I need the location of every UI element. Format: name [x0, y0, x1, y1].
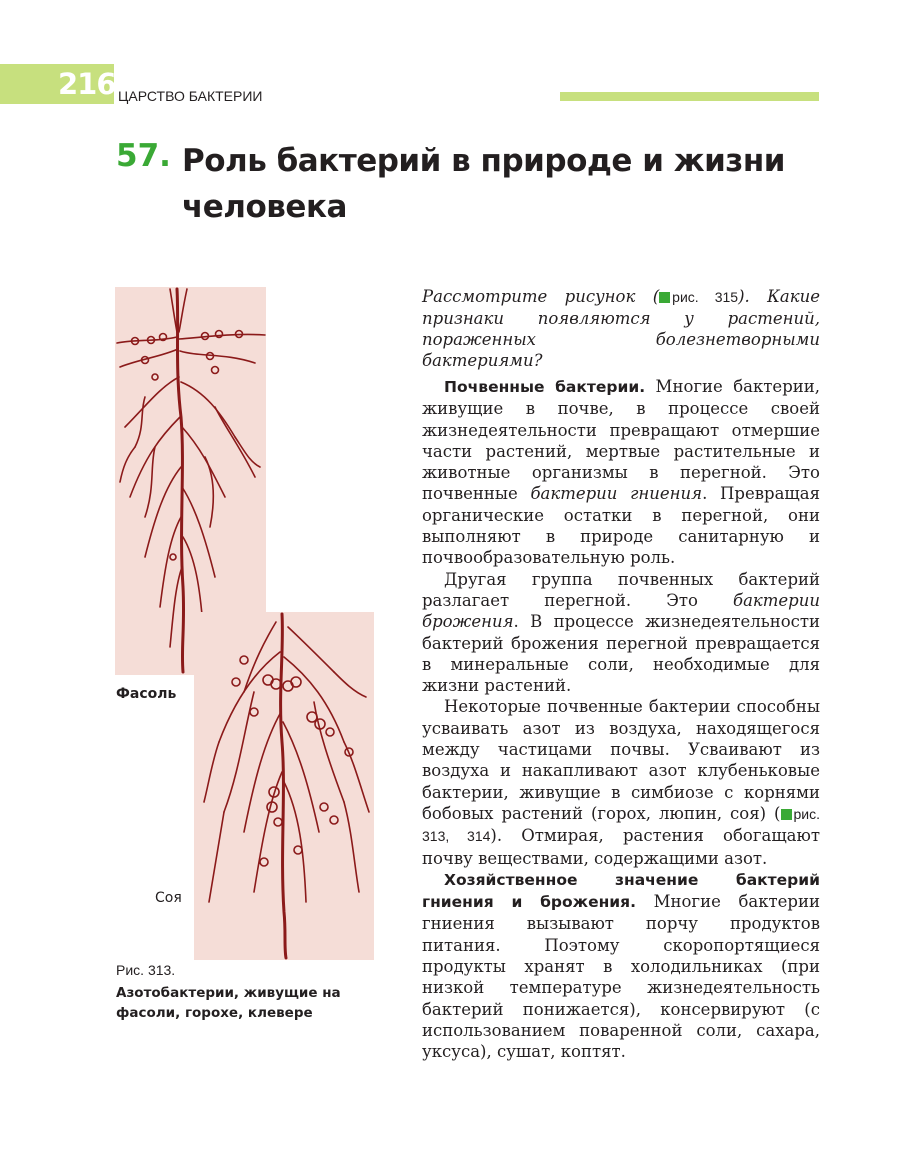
page-number: 216	[58, 67, 116, 101]
body-text	[422, 376, 820, 1063]
paragraph-text: Другая группа почвенных бактерий разлагает перегной. Это	[422, 569, 820, 610]
task-prompt	[422, 286, 820, 371]
figure-reference-text: рис. 313, 314	[422, 805, 820, 845]
task-text-2: ). Какие признаки появляются у растений, пораженных болезнетворными бактериями?	[422, 287, 821, 370]
chapter-title: Роль бактерий в природе и жизни человека	[182, 143, 785, 225]
figure-caption-title: Азотобактерии, живущие на фасоли, горохе, клевере	[116, 985, 341, 1021]
label-bean: Фасоль	[116, 686, 177, 702]
term-italic: бактерии брожения	[422, 590, 820, 632]
paragraph-heading: Почвенные бактерии.	[444, 378, 646, 396]
label-soy: Соя	[155, 890, 182, 906]
square-icon	[659, 292, 670, 303]
paragraph-fermentation	[422, 569, 820, 697]
figure-caption-number: Рис. 313.	[116, 962, 176, 978]
task-text-1: Рассмотрите рисунок (	[422, 287, 660, 306]
figure-reference	[659, 289, 738, 305]
chapter-number: 57.	[116, 138, 171, 174]
paragraph-text: . Превращая органические остатки в перегной, они выполняют в природе санитарную и почвообразовательную роль.	[422, 484, 820, 568]
paragraph-text: Многие бактерии, живущие в почве, в процессе своей жизнедеятельности превращают отмершие части растений, мертвые растительные и животные организмы в перегной. Это почвенные	[422, 377, 820, 504]
term-italic: бактерии гниения	[530, 484, 703, 504]
section-name: ЦАРСТВО БАКТЕРИИ	[118, 88, 263, 104]
figure-soy-roots	[194, 612, 374, 960]
paragraph-text: . В процессе жизнедеятельности бактерий брожения перегной превращается в минеральные соли, необходимые для жизни растений.	[422, 612, 820, 696]
paragraph-text: ). Отмирая, растения обогащают почву веществами, содержащими азот.	[422, 826, 820, 868]
paragraph-nitrogen	[422, 696, 820, 868]
paragraph-heading: Хозяйственное значение бактерий гниения и брожения.	[422, 870, 820, 912]
paragraph-soil-bacteria	[422, 376, 820, 569]
square-icon	[781, 809, 792, 820]
figure-reference-text: рис. 315	[672, 289, 739, 305]
paragraph-text: Многие бактерии гниения вызывают порчу продуктов питания. Поэтому скоропортящиеся продукты хранят в холодильниках (при низкой температуре жизнедеятельность бактерий понижается), консервируют (с использованием поваренной соли, сахара, уксуса), сушат, коптят.	[422, 892, 820, 1062]
header-accent-bar	[560, 92, 819, 101]
paragraph-text: Некоторые почвенные бактерии способны усваивать азот из воздуха, находящегося между частицами почвы. Усваивают из воздуха и накапливают азот клубеньковые бактерии, живущие в симбиозе с корнями бобовых растений (горох, люпин, соя) (	[422, 697, 820, 823]
paragraph-economic	[422, 869, 820, 1063]
